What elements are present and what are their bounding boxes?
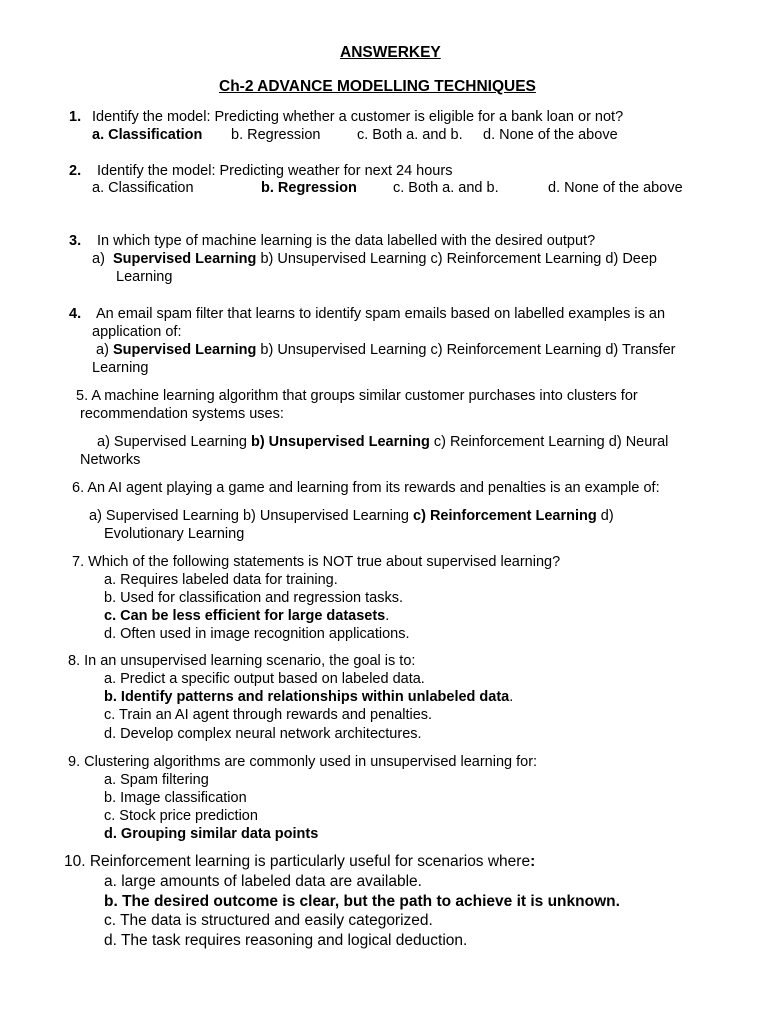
other-options: c) Reinforcement Learning d) Neural <box>433 434 669 450</box>
question-number: 4. <box>69 306 82 322</box>
option-c: c. Both a. and b. <box>393 180 499 196</box>
question-text: Identify the model: Predicting weather for next 24 hours <box>97 163 453 179</box>
other-options: a) Supervised Learning <box>97 434 247 450</box>
option-b: b. Regression <box>231 127 321 143</box>
options-continuation: Learning <box>116 269 173 285</box>
option-a: a. large amounts of labeled data are available. <box>104 873 422 890</box>
options-line <box>92 250 657 268</box>
option-d-answer: d. Grouping similar data points <box>104 826 319 842</box>
option-b-answer <box>104 688 513 706</box>
option-a: a. Spam filtering <box>104 772 209 788</box>
option-d: d. Often used in image recognition applications. <box>104 626 410 642</box>
answer-highlight: Supervised Learning <box>112 251 257 267</box>
options-line <box>89 507 614 525</box>
question-text: 5. A machine learning algorithm that groups similar customer purchases into clusters for <box>76 388 638 404</box>
answer-highlight: c. Can be less efficient for large datasets <box>104 608 386 624</box>
question-text: An email spam filter that learns to identify spam emails based on labelled examples is an <box>96 306 666 322</box>
option-d: d. None of the above <box>483 127 618 143</box>
option-b: b. Used for classification and regression tasks. <box>104 590 403 606</box>
question-text: 9. Clustering algorithms are commonly used in unsupervised learning for: <box>68 754 538 770</box>
option-a: a. Classification <box>92 180 194 196</box>
punctuation: . <box>385 608 390 624</box>
options-line <box>97 433 668 451</box>
answer-highlight: Supervised Learning <box>112 342 257 358</box>
options-continuation: Evolutionary Learning <box>104 526 245 542</box>
option-a: a. Requires labeled data for training. <box>104 572 338 588</box>
question-text: Identify the model: Predicting whether a customer is eligible for a bank loan or not? <box>92 109 624 125</box>
option-a-answer: a. Classification <box>92 127 203 143</box>
answer-highlight: b. Identify patterns and relationships within unlabeled data <box>104 689 510 705</box>
other-options: b) Unsupervised Learning c) Reinforcement Learning d) Transfer <box>260 342 676 358</box>
option-c: c. Both a. and b. <box>357 127 463 143</box>
punctuation: : <box>530 853 536 870</box>
question-text <box>64 852 535 872</box>
other-options: d) <box>600 508 614 524</box>
question-text-body: 10. Reinforcement learning is particularly useful for scenarios where <box>64 853 531 870</box>
question-text-continuation: recommendation systems uses: <box>80 406 284 422</box>
question-number: 3. <box>69 233 82 249</box>
question-number: 2. <box>69 163 82 179</box>
other-options: b) Unsupervised Learning c) Reinforcement Learning d) Deep <box>260 251 657 267</box>
question-number: 1. <box>69 109 82 125</box>
option-c: c. Stock price prediction <box>104 808 258 824</box>
option-c: c. Train an AI agent through rewards and penalties. <box>104 707 433 723</box>
answer-highlight: b) Unsupervised Learning <box>250 434 430 450</box>
option-c-answer <box>104 607 389 625</box>
option-d: d. Develop complex neural network architectures. <box>104 726 422 742</box>
option-prefix: a) <box>92 251 105 267</box>
option-b: b. Image classification <box>104 790 247 806</box>
question-text: 8. In an unsupervised learning scenario, the goal is to: <box>68 653 416 669</box>
options-line <box>96 341 675 359</box>
options-continuation: Learning <box>92 360 149 376</box>
option-b-answer: b. The desired outcome is clear, but the path to achieve it is unknown. <box>104 893 620 910</box>
punctuation: . <box>509 689 514 705</box>
option-d: d. None of the above <box>548 180 683 196</box>
question-text: 6. An AI agent playing a game and learning from its rewards and penalties is an example of: <box>72 480 660 496</box>
question-text: 7. Which of the following statements is NOT true about supervised learning? <box>72 554 561 570</box>
options-continuation: Networks <box>80 452 141 468</box>
answer-highlight: c) Reinforcement Learning <box>413 508 597 524</box>
question-text-continuation: application of: <box>92 324 182 340</box>
option-c: c. The data is structured and easily categorized. <box>104 912 433 929</box>
other-options: a) Supervised Learning b) Unsupervised Learning <box>89 508 409 524</box>
option-b-answer: b. Regression <box>261 180 357 196</box>
option-prefix: a) <box>96 342 109 358</box>
option-d: d. The task requires reasoning and logical deduction. <box>104 932 468 949</box>
question-text: In which type of machine learning is the data labelled with the desired output? <box>97 233 596 249</box>
page-title: ANSWERKEY <box>340 44 441 61</box>
chapter-title: Ch-2 ADVANCE MODELLING TECHNIQUES <box>219 78 536 95</box>
option-a: a. Predict a specific output based on labeled data. <box>104 671 425 687</box>
